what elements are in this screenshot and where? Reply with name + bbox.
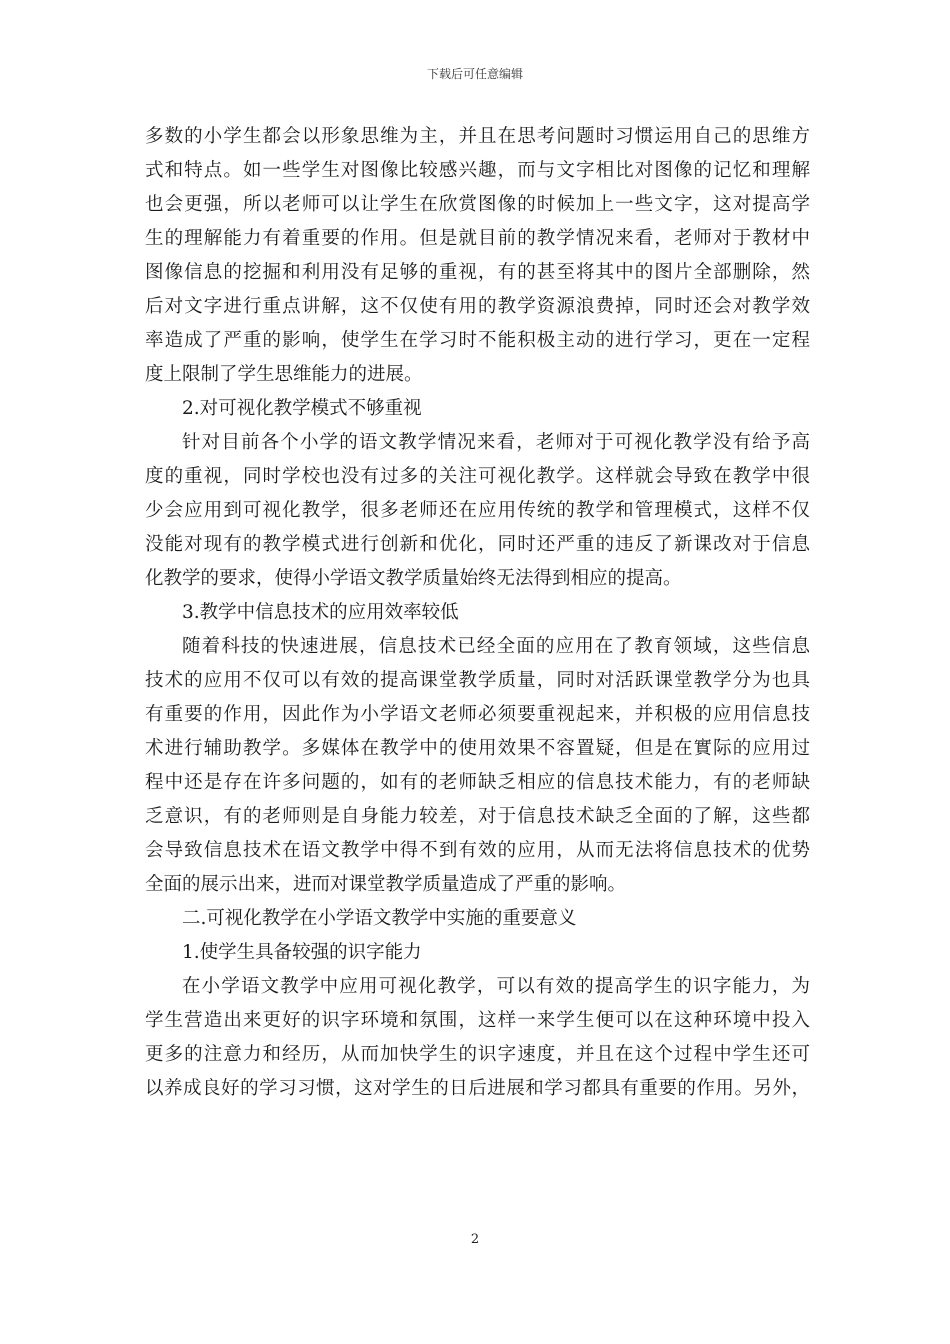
page-header: 下载后可任意编辑 xyxy=(426,67,523,81)
body-line: 全面的展示出来，进而对课堂教学质量造成了严重的影响。 xyxy=(145,874,627,895)
section-heading: 2.对可视化教学模式不够重视 xyxy=(182,398,422,419)
body-line: 随着科技的快速进展，信息技术已经全面的应用在了教育领域，这些信息 xyxy=(182,636,810,657)
body-line: 学生营造出来更好的识字环境和氛围，这样一来学生便可以在这种环境中投入 xyxy=(145,1010,810,1031)
section-heading: 二.可视化教学在小学语文教学中实施的重要意义 xyxy=(182,908,577,929)
body-line: 图像信息的挖掘和利用没有足够的重视，有的甚至将其中的图片全部删除，然 xyxy=(145,262,810,283)
body-line: 度上限制了学生思维能力的进展。 xyxy=(145,364,423,385)
body-line: 式和特点。如一些学生对图像比较感兴趣，而与文字相比对图像的记忆和理解 xyxy=(145,160,810,181)
body-line: 度的重视，同时学校也没有过多的关注可视化教学。这样就会导致在教学中很 xyxy=(145,466,810,487)
section-heading: 3.教学中信息技术的应用效率较低 xyxy=(182,602,459,623)
body-line: 术进行辅助教学。多媒体在教学中的使用效果不容置疑，但是在實际的应用过 xyxy=(145,738,810,759)
body-line: 也会更强，所以老师可以让学生在欣赏图像的时候加上一些文字，这对提高学 xyxy=(145,194,810,215)
body-line: 多数的小学生都会以形象思维为主，并且在思考问题时习惯运用自己的思维方 xyxy=(145,126,810,147)
body-line: 程中还是存在许多问题的，如有的老师缺乏相应的信息技术能力，有的老师缺 xyxy=(145,772,810,793)
body-line: 后对文字进行重点讲解，这不仅使有用的教学资源浪费掉，同时还会对教学效 xyxy=(145,296,810,317)
section-heading: 1.使学生具备较强的识字能力 xyxy=(182,942,422,963)
body-line: 技术的应用不仅可以有效的提高课堂教学质量，同时对活跃课堂教学分为也具 xyxy=(145,670,810,691)
body-line: 率造成了严重的影响，使学生在学习时不能积极主动的进行学习，更在一定程 xyxy=(145,330,810,351)
body-line: 在小学语文教学中应用可视化教学，可以有效的提高学生的识字能力，为 xyxy=(182,976,810,997)
body-line: 更多的注意力和经历，从而加快学生的识字速度，并且在这个过程中学生还可 xyxy=(145,1044,810,1065)
body-line: 生的理解能力有着重要的作用。但是就目前的教学情况来看，老师对于教材中 xyxy=(145,228,810,249)
body-line: 针对目前各个小学的语文教学情况来看，老师对于可视化教学没有给予高 xyxy=(182,432,810,453)
body-line: 以养成良好的学习习惯，这对学生的日后进展和学习都具有重要的作用。另外， xyxy=(145,1078,810,1099)
body-line: 有重要的作用，因此作为小学语文老师必须要重视起来，并积极的应用信息技 xyxy=(145,704,810,725)
body-line: 乏意识，有的老师则是自身能力较差，对于信息技术缺乏全面的了解，这些都 xyxy=(145,806,810,827)
document-body xyxy=(145,120,810,1106)
body-line: 少会应用到可视化教学，很多老师还在应用传统的教学和管理模式，这样不仅 xyxy=(145,500,810,521)
page-number: 2 xyxy=(470,1232,480,1247)
body-line: 化教学的要求，使得小学语文教学质量始终无法得到相应的提高。 xyxy=(145,568,682,589)
body-line: 会导致信息技术在语文教学中得不到有效的应用，从而无法将信息技术的优势 xyxy=(145,840,810,861)
body-line: 没能对现有的教学模式进行创新和优化，同时还严重的违反了新课改对于信息 xyxy=(145,534,810,555)
